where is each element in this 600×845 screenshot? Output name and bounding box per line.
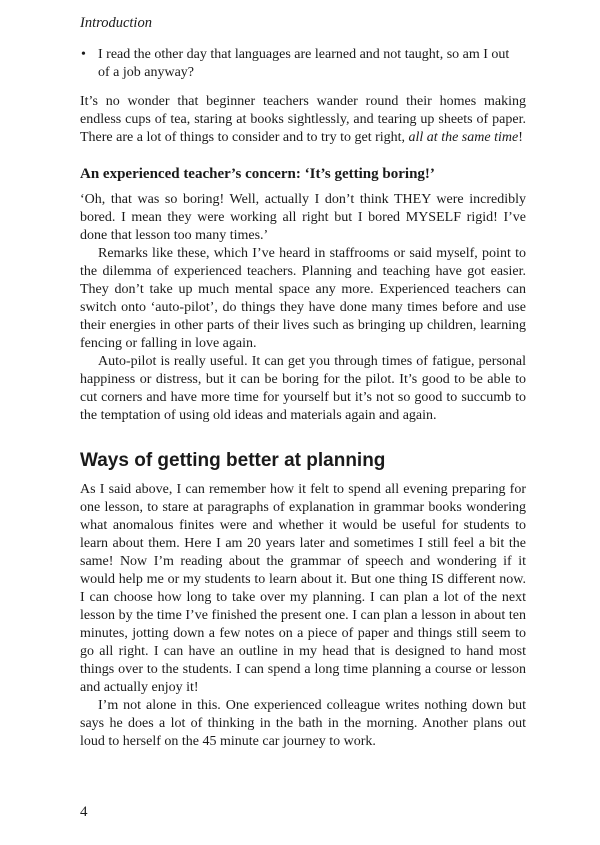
- bullet-item: [80, 46, 518, 82]
- bullet-text: I read the other day that languages are learned and not taught, so am I out of a job anyway?: [98, 47, 510, 80]
- concern-paragraph-2: Remarks like these, which I’ve heard in staffrooms or said myself, point to the dilemma of experienced teachers. Planning and teaching have got easier. They don’t take up much mental space any more. Experienced teachers can switch onto ‘auto-pilot’, do things they have done many times before and use their energies in other parts of their lives such as bringing up children, learning fencing or falling in love again.: [80, 246, 526, 351]
- spacer: [80, 147, 600, 163]
- running-head: Introduction: [80, 15, 152, 31]
- intro-emphasis: all at the same time: [408, 130, 519, 145]
- intro-text: It’s no wonder that beginner teachers wander round their homes making endless cups of tea, staring at books sightlessly, and tearing up sheets of paper. There are a lot of things to consider and to try to get right,: [80, 94, 526, 145]
- intro-end: !: [518, 130, 523, 145]
- spacer: [80, 425, 600, 445]
- planning-paragraph-1: As I said above, I can remember how it felt to spend all evening preparing for one lesson, to stare at paragraphs of explanation in grammar books wondering what anomalous finites were and whether it would be useful for students to learn about them. Here I am 20 years later and sometimes I still feel a bit the same! Now I’m reading about the grammar of speech and wondering if it would help me or my students to learn about it. But one thing IS different now. I can choose how long to take over my planning. I can plan a lot of the next lesson by the time I’ve finished the present one. I can plan a lesson in about ten minutes, jotting down a few notes on a piece of paper and things still seem to go all right. I can have an outline in my head that is designed to hand most things over to the students. I can spend a long time planning a course or lesson and actually enjoy it!: [80, 482, 526, 695]
- planning-paragraph-2: I’m not alone in this. One experienced colleague writes nothing down but says he does a lot of thinking in the bath in the morning. Another plans out loud to herself on the 45 minute car journey to work.: [80, 698, 526, 749]
- subheading-concern: An experienced teacher’s concern: ‘It’s getting boring!’: [80, 166, 435, 182]
- page-number: 4: [80, 804, 88, 820]
- section-heading-planning: Ways of getting better at planning: [80, 450, 386, 471]
- concern-paragraph-1: ‘Oh, that was so boring! Well, actually I don’t think THEY were incredibly bored. I mean they were working all right but I bored MYSELF rigid! I’ve done that lesson too many times.’: [80, 192, 526, 243]
- concern-paragraph-3: Auto-pilot is really useful. It can get you through times of fatigue, personal happiness or distress, but it can be boring for the pilot. It’s good to be able to cut corners and have more time for yourself but it’s not so good to succumb to the temptation of using old ideas and materials again and again.: [80, 354, 526, 423]
- bullet-icon: •: [81, 47, 86, 62]
- intro-paragraph: [80, 93, 526, 147]
